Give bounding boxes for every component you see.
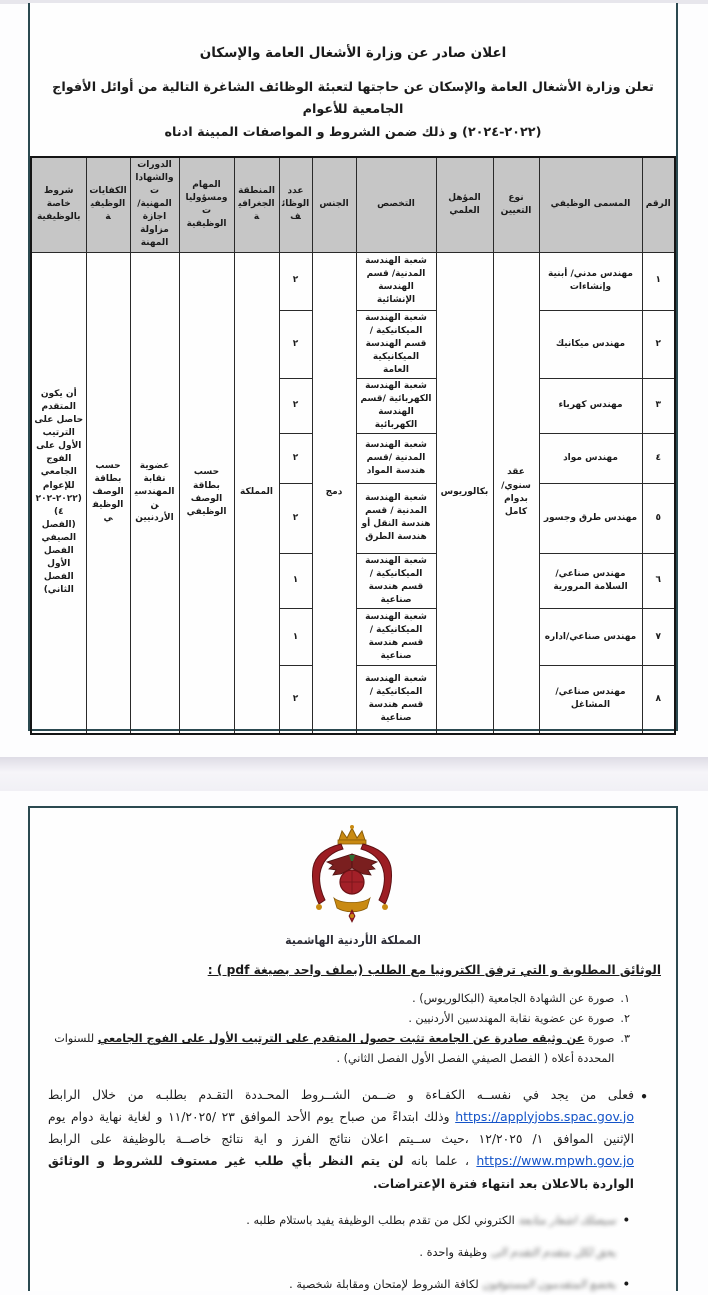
special-conditions-text: أن يكون المتقدم حاصل على الترتيب الأول على الفوج الجامعي للإعوام (٢٠٢٢-٢٠٢٤) (34, 389, 84, 517)
application-instructions-bullet (48, 1084, 648, 1195)
list-item-text: صورة عن الشهادة الجامعية (البكالوريوس) . (412, 992, 615, 1005)
job-title-cell: مهندس مواد (539, 433, 642, 483)
emblem-caption: المملكة الأردنية الهاشمية (285, 933, 421, 948)
col-header-job-title: المسمى الوظيفي (539, 157, 642, 252)
specialization-cell: شعبة الهندسة الميكانيكية / قسم هندسة صناعية (356, 666, 436, 734)
list-item-number: ٣. (620, 1032, 630, 1046)
list-item-text: صورة عن عضوية نقابة المهندسين الأردنيين . (408, 1012, 615, 1026)
mpwh-link[interactable]: https://www.mpwh.gov.jo (476, 1153, 634, 1169)
job-title-cell: مهندس صناعي/اداره (539, 609, 642, 666)
vacancy-count-cell: ١ (279, 553, 312, 608)
note-line (50, 1275, 630, 1294)
table-row (31, 252, 675, 310)
duties-cell: حسب بطاقة الوصف الوظيفي (179, 252, 234, 734)
note-text: الكتروني لكل من تقدم بطلب الوظيفة يفيد باستلام طلبه . (246, 1214, 519, 1227)
vacancies-table (30, 156, 676, 734)
announcement-title: اعلان صادر عن وزارة الأشغال العامة والإسكان (199, 45, 507, 61)
region-cell: المملكة (234, 252, 279, 734)
gender-cell: دمج (312, 252, 356, 734)
row-number: ١ (642, 252, 675, 310)
applyjobs-link[interactable]: https://applyjobs.spac.gov.jo (455, 1108, 634, 1124)
special-conditions-cell (31, 252, 86, 734)
col-header-gender: الجنس (312, 157, 356, 252)
row-number: ٥ (642, 483, 675, 553)
note-line (50, 1243, 630, 1262)
competencies-cell: حسب بطاقة الوصف الوظيفي (86, 252, 130, 734)
job-title-cell: مهندس مدني/ أبنية وإنشاءات (539, 252, 642, 310)
job-title-cell: مهندس ميكانيك (539, 310, 642, 378)
appointment-type-cell: عقد سنوي/ بدوام كامل (493, 252, 539, 734)
subtitle-line2: (٢٠٢٢-٢٠٢٤) و ذلك ضمن الشروط و المواصفات المبينة ادناه (164, 124, 542, 140)
row-number: ٧ (642, 609, 675, 666)
page-separator (0, 757, 708, 791)
special-conditions-bold-text: (الفصل الصيفي الفصل الأول الفصل الثاني) (41, 519, 77, 595)
vacancy-count-cell: ١ (279, 609, 312, 666)
job-title-cell: مهندس صناعي/السلامة المرورية (539, 553, 642, 608)
note-line (50, 1211, 630, 1230)
vacancy-count-cell: ٢ (279, 433, 312, 483)
list-item (50, 989, 630, 1009)
job-title-cell: مهندس طرق وجسور (539, 483, 642, 553)
list-item-number: ١. (620, 992, 630, 1005)
table-header-row (31, 157, 675, 252)
instructions-text-1: فعلى من يجد في نفســه الكفـاءة و ضــمن الشــروط المحـددة التقـدم بطلبـه من خلال الرابط (48, 1087, 634, 1102)
specialization-cell: شعبة الهندسة الميكانيكية / قسم الهندسة الميكانيكية العامة (356, 310, 436, 378)
col-header-specialization: التخصص (356, 157, 436, 252)
col-header-competencies: الكفايات الوظيفية (86, 157, 130, 252)
instructions-text-2: وذلك ابتداءً من صباح يوم الأحد الموافق ٢٣ /١١/٢٠٢٥ و لغاية نهاية دوام يوم الإثنين الموافق ١/ ١٢/٢٠٢٥ ،حيث ســيتم اعلان نتائج الفرز و اية نتائج خاصــة بالوظيفة على الرابط (48, 1109, 634, 1147)
qualification-cell: بكالوريوس (436, 252, 493, 734)
list-item-bold-text: عن وثيقه صادرة عن الجامعة تثبت حصول المتقدم على الترتيب الأول على الفوج الجامعي (97, 1032, 585, 1046)
specialization-cell: شعبة الهندسة الكهربائية /قسم الهندسة الكهربائية (356, 378, 436, 433)
vacancy-count-cell: ٢ (279, 252, 312, 310)
row-number: ٤ (642, 433, 675, 483)
job-title-cell: مهندس كهرباء (539, 378, 642, 433)
vacancy-count-cell: ٢ (279, 483, 312, 553)
additional-notes-list (50, 1211, 630, 1295)
specialization-cell: شعبة الهندسة الميكانيكية / قسم هندسة صناعية (356, 609, 436, 666)
specialization-cell: شعبة الهندسة المدنية/ قسم الهندسة الإنشائية (356, 252, 436, 310)
row-number: ٨ (642, 666, 675, 734)
col-header-duties: المهام ومسؤوليات الوظيفية (179, 157, 234, 252)
announcement-card (28, 3, 678, 731)
redacted-text: يخضع المتقدمون المستوفون (482, 1278, 616, 1292)
row-number: ٦ (642, 553, 675, 608)
emblem-container (30, 824, 676, 947)
note-text: وظيفة واحدة . (419, 1246, 491, 1260)
redacted-text: سيصلك اشعار متابعة (518, 1214, 616, 1227)
vacancy-count-cell: ٢ (279, 310, 312, 378)
jordan-coat-of-arms-icon (289, 824, 417, 928)
vacancy-count-cell: ٢ (279, 378, 312, 433)
specialization-cell: شعبة الهندسة المدنية / قسم هندسة النقل أو هندسة الطرق (356, 483, 436, 553)
col-header-appointment-type: نوع التعيين (493, 157, 539, 252)
list-item-number: ٢. (620, 1012, 630, 1026)
instructions-bold-warning: لن يتم النظر بأي طلب غير مستوف للشروط و الوثائق الواردة بالاعلان بعد انتهاء فترة الإعتراضات. (48, 1154, 634, 1191)
note-text: لكافة الشروط لإمتحان ومقابلة شخصية . (289, 1278, 483, 1292)
specialization-cell: شعبة الهندسة الميكانيكية / قسم هندسة صناعية (356, 553, 436, 608)
job-title-cell: مهندس صناعي/المشاغل (539, 666, 642, 734)
list-item (50, 1009, 630, 1029)
col-header-region: المنطقة الجغرافية (234, 157, 279, 252)
required-documents-heading: الوثائق المطلوبة و التي ترفق الكترونيا مع الطلب (بملف واحد بصيغة pdf ) : (207, 963, 661, 977)
documents-card (28, 806, 678, 1291)
col-header-number: الرقم (642, 157, 675, 252)
subtitle-line1: تعلن وزارة الأشغال العامة والإسكان عن حاجتها لتعبئة الوظائف الشاغرة التالية من أوائل الأفواج الجامعية للأعوام (52, 80, 654, 118)
col-header-vacancy-count: عدد الوظائف (279, 157, 312, 252)
specialization-cell: شعبة الهندسة المدنية /قسم هندسة المواد (356, 433, 436, 483)
col-header-qualification: المؤهل العلمي (436, 157, 493, 252)
list-item (50, 1029, 630, 1069)
row-number: ٣ (642, 378, 675, 433)
required-documents-list (50, 989, 630, 1070)
courses-cell: عضوية نقابة المهندسين الأردنيين (130, 252, 179, 734)
announcement-subtitle (44, 77, 662, 144)
instructions-text-3: ، علما بانه (403, 1154, 477, 1169)
col-header-courses: الدورات والشهادات المهنية/اجازة مزاولة المهنة (130, 157, 179, 252)
vacancy-count-cell: ٢ (279, 666, 312, 734)
row-number: ٢ (642, 310, 675, 378)
list-item-text: صورة عن وثيقه صادرة عن الجامعة تثبت حصول المتقدم على الترتيب الأول على الفوج الجامعي للسنوات المحددة أعلاه ( الفصل الصيفي الفصل الأول الفصل الثاني) . (54, 1032, 615, 1066)
col-header-special-conditions: شروط خاصة بالوظيفية (31, 157, 86, 252)
redacted-text: يحق لكل متقدم التقدم الى (490, 1246, 616, 1260)
